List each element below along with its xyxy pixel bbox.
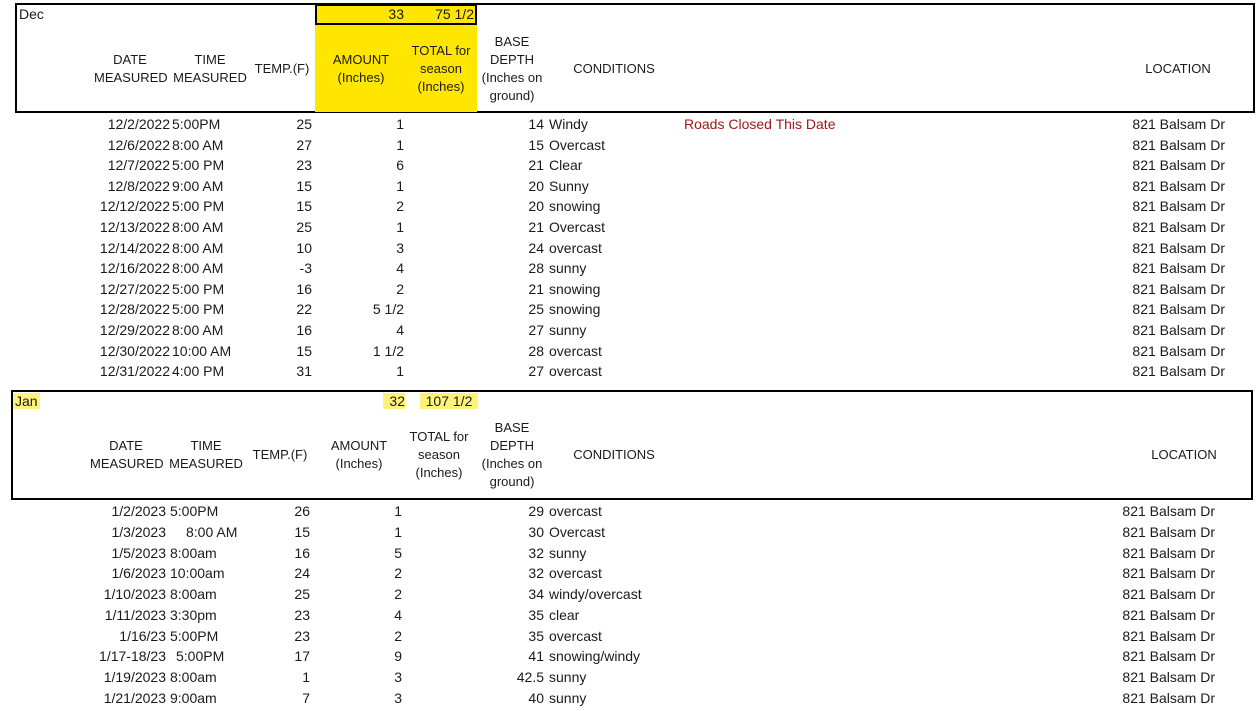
table-row <box>0 361 1259 381</box>
cell-location: 821 Balsam Dr <box>1132 260 1225 277</box>
season-total: 107 1/2 <box>420 393 478 409</box>
cell-time: 10:00 AM <box>172 342 232 359</box>
cell-date: 1/19/2023 <box>103 669 166 685</box>
cell-amount: 2 <box>394 565 402 582</box>
cell-amount: 3 <box>394 669 402 685</box>
cell-base-depth: 32 <box>528 565 544 582</box>
cell-location: 821 Balsam Dr <box>1132 116 1225 132</box>
cell-conditions: overcast <box>549 565 602 582</box>
cell-amount: 1 <box>396 177 404 194</box>
table-row <box>0 135 1259 155</box>
cell-temp: 23 <box>294 627 310 644</box>
table-row <box>0 217 1259 237</box>
cell-temp: 25 <box>296 219 312 235</box>
cell-location: 821 Balsam Dr <box>1132 198 1225 215</box>
cell-amount: 5 <box>394 544 402 561</box>
cell-time: 5:00PM <box>176 648 225 665</box>
cell-location: 821 Balsam Dr <box>1132 177 1225 194</box>
cell-base-depth: 42.5 <box>516 669 544 685</box>
cell-date: 12/14/2022 <box>99 239 170 256</box>
cell-date: 12/29/2022 <box>99 322 170 338</box>
cell-conditions: overcast <box>549 627 602 644</box>
cell-base-depth: 21 <box>528 280 544 297</box>
cell-base-depth: 30 <box>528 523 544 540</box>
cell-conditions: Overcast <box>549 219 606 235</box>
cell-location: 821 Balsam Dr <box>1122 503 1215 519</box>
table-row <box>0 605 1259 625</box>
cell-temp: 16 <box>296 322 312 338</box>
cell-time: 8:00am <box>170 669 217 685</box>
cell-time: 8:00 AM <box>172 219 224 235</box>
cell-date: 1/16/23 <box>119 627 166 644</box>
header-conditions: CONDITIONS <box>573 61 655 76</box>
cell-amount: 9 <box>394 648 402 665</box>
cell-time: 8:00 AM <box>172 239 224 256</box>
month-label: Dec <box>19 6 44 22</box>
cell-base-depth: 34 <box>528 586 544 602</box>
cell-base-depth: 35 <box>528 627 544 644</box>
cell-conditions: overcast <box>549 363 602 380</box>
cell-time: 8:00 AM <box>172 136 224 153</box>
cell-conditions: sunny <box>549 544 587 561</box>
cell-conditions: Overcast <box>549 523 606 540</box>
cell-temp: 15 <box>294 523 310 540</box>
cell-amount: 6 <box>396 157 404 174</box>
cell-amount: 5 1/2 <box>372 301 404 318</box>
cell-amount: 1 <box>396 219 404 235</box>
cell-amount: 2 <box>396 280 404 297</box>
header-base-depth: BASE DEPTH (Inches on ground) <box>481 420 543 489</box>
cell-location: 821 Balsam Dr <box>1132 239 1225 256</box>
table-row <box>0 114 1259 134</box>
table-row <box>0 320 1259 340</box>
cell-time: 3:30pm <box>170 606 217 623</box>
cell-time: 5:00 PM <box>172 280 225 297</box>
table-row <box>0 196 1259 216</box>
cell-date: 12/7/2022 <box>107 157 170 174</box>
cell-note: Roads Closed This Date <box>684 116 836 132</box>
header-location: LOCATION <box>1145 61 1211 76</box>
table-row <box>0 667 1259 687</box>
cell-conditions: Sunny <box>549 177 589 194</box>
header-temp: TEMP.(F) <box>254 61 310 76</box>
header-temp: TEMP.(F) <box>252 447 308 462</box>
cell-location: 821 Balsam Dr <box>1122 606 1215 623</box>
cell-time: 10:00am <box>170 565 225 582</box>
header-location: LOCATION <box>1151 447 1217 462</box>
cell-amount: 2 <box>394 627 402 644</box>
cell-base-depth: 28 <box>528 260 544 277</box>
table-row <box>0 341 1259 361</box>
cell-base-depth: 40 <box>528 689 544 706</box>
cell-temp: 10 <box>296 239 312 256</box>
cell-conditions: snowing <box>549 301 601 318</box>
cell-base-depth: 15 <box>528 136 544 153</box>
cell-location: 821 Balsam Dr <box>1122 669 1215 685</box>
cell-date: 12/2/2022 <box>107 116 170 132</box>
cell-base-depth: 28 <box>528 342 544 359</box>
cell-base-depth: 29 <box>528 503 544 519</box>
cell-time: 9:00 AM <box>172 177 224 194</box>
cell-time: 8:00 AM <box>186 523 238 540</box>
cell-base-depth: 32 <box>528 544 544 561</box>
header-time: TIME MEASURED <box>173 52 247 85</box>
cell-time: 5:00PM <box>172 116 221 132</box>
cell-location: 821 Balsam Dr <box>1132 219 1225 235</box>
header-time: TIME MEASURED <box>169 438 243 471</box>
cell-conditions: overcast <box>549 503 602 519</box>
cell-temp: 31 <box>296 363 312 380</box>
cell-amount: 1 <box>396 136 404 153</box>
header-total: TOTAL for season (Inches) <box>411 43 471 94</box>
cell-temp: 17 <box>294 648 310 665</box>
month-amount-sum: 32 <box>383 393 405 409</box>
cell-conditions: Windy <box>549 116 588 132</box>
cell-amount: 1 <box>394 523 402 540</box>
cell-time: 8:00 AM <box>172 322 224 338</box>
cell-conditions: sunny <box>549 669 587 685</box>
cell-time: 4:00 PM <box>172 363 225 380</box>
cell-date: 1/6/2023 <box>111 565 166 582</box>
cell-temp: 23 <box>294 606 310 623</box>
cell-temp: 15 <box>296 342 312 359</box>
cell-location: 821 Balsam Dr <box>1132 363 1225 380</box>
cell-conditions: sunny <box>549 260 587 277</box>
cell-location: 821 Balsam Dr <box>1122 523 1215 540</box>
cell-conditions: windy/overcast <box>549 586 642 602</box>
cell-temp: 16 <box>296 280 312 297</box>
cell-time: 8:00 AM <box>172 260 224 277</box>
cell-time: 8:00am <box>170 586 217 602</box>
table-row <box>0 646 1259 666</box>
table-row <box>0 258 1259 278</box>
cell-date: 12/27/2022 <box>99 280 170 297</box>
cell-date: 12/12/2022 <box>99 198 170 215</box>
cell-amount: 2 <box>394 586 402 602</box>
table-row <box>0 299 1259 319</box>
cell-temp: 23 <box>296 157 312 174</box>
cell-location: 821 Balsam Dr <box>1132 280 1225 297</box>
cell-base-depth: 41 <box>528 648 544 665</box>
cell-location: 821 Balsam Dr <box>1122 648 1215 665</box>
cell-conditions: Clear <box>549 157 583 174</box>
cell-date: 12/30/2022 <box>99 342 170 359</box>
header-amount: AMOUNT (Inches) <box>332 52 390 85</box>
cell-date: 1/11/2023 <box>104 606 166 623</box>
cell-conditions: clear <box>549 606 580 623</box>
january-section <box>0 388 1259 711</box>
cell-conditions: overcast <box>549 342 602 359</box>
cell-date: 1/3/2023 <box>111 523 166 540</box>
cell-base-depth: 21 <box>528 219 544 235</box>
header-date: DATE MEASURED <box>94 52 168 85</box>
cell-location: 821 Balsam Dr <box>1132 136 1225 153</box>
cell-date: 12/8/2022 <box>107 177 170 194</box>
cell-temp: 22 <box>296 301 312 318</box>
cell-temp: 15 <box>296 177 312 194</box>
cell-conditions: snowing/windy <box>549 648 641 665</box>
cell-base-depth: 24 <box>528 239 544 256</box>
cell-date: 1/2/2023 <box>111 503 166 519</box>
table-row <box>0 688 1259 708</box>
cell-amount: 1 <box>396 363 404 380</box>
cell-amount: 4 <box>396 322 404 338</box>
table-row <box>0 155 1259 175</box>
cell-location: 821 Balsam Dr <box>1122 689 1215 706</box>
cell-date: 12/13/2022 <box>99 219 170 235</box>
cell-conditions: sunny <box>549 689 587 706</box>
cell-base-depth: 25 <box>528 301 544 318</box>
season-total: 75 1/2 <box>435 6 474 22</box>
cell-location: 821 Balsam Dr <box>1132 301 1225 318</box>
cell-time: 5:00 PM <box>172 157 225 174</box>
table-row <box>0 279 1259 299</box>
cell-date: 1/17-18/23 <box>99 648 166 665</box>
cell-date: 1/21/2023 <box>103 689 166 706</box>
cell-base-depth: 14 <box>528 116 544 132</box>
cell-temp: 25 <box>296 116 312 132</box>
table-row <box>0 176 1259 196</box>
cell-time: 5:00 PM <box>172 301 225 318</box>
cell-conditions: overcast <box>549 239 602 256</box>
cell-temp: 25 <box>294 586 310 602</box>
cell-date: 12/31/2022 <box>99 363 170 380</box>
cell-temp: 16 <box>294 544 310 561</box>
cell-temp: 1 <box>302 669 310 685</box>
header-date: DATE MEASURED <box>90 438 164 471</box>
cell-location: 821 Balsam Dr <box>1132 157 1225 174</box>
header-conditions: CONDITIONS <box>573 447 655 462</box>
cell-temp: -3 <box>299 260 312 277</box>
cell-time: 5:00PM <box>170 627 219 644</box>
cell-base-depth: 20 <box>528 198 544 215</box>
cell-location: 821 Balsam Dr <box>1122 544 1215 561</box>
cell-date: 12/6/2022 <box>107 136 170 153</box>
cell-time: 5:00 PM <box>172 198 225 215</box>
cell-location: 821 Balsam Dr <box>1122 565 1215 582</box>
cell-amount: 1 1/2 <box>372 342 404 359</box>
cell-base-depth: 27 <box>528 363 544 380</box>
cell-amount: 3 <box>396 239 404 256</box>
cell-location: 821 Balsam Dr <box>1132 342 1225 359</box>
cell-conditions: sunny <box>549 322 587 338</box>
table-row <box>0 563 1259 583</box>
header-amount: AMOUNT (Inches) <box>330 438 388 471</box>
cell-conditions: snowing <box>549 280 601 297</box>
cell-amount: 4 <box>394 606 402 623</box>
cell-base-depth: 21 <box>528 157 544 174</box>
header-total: TOTAL for season (Inches) <box>409 429 469 480</box>
cell-date: 12/28/2022 <box>99 301 170 318</box>
cell-amount: 2 <box>396 198 404 215</box>
cell-location: 821 Balsam Dr <box>1132 322 1225 338</box>
cell-time: 5:00PM <box>170 503 219 519</box>
cell-amount: 4 <box>396 260 404 277</box>
table-row <box>0 543 1259 563</box>
month-label: Jan <box>15 393 38 409</box>
cell-date: 1/5/2023 <box>111 544 166 561</box>
cell-amount: 1 <box>394 503 402 519</box>
cell-amount: 3 <box>394 689 402 706</box>
table-row <box>0 501 1259 521</box>
cell-time: 9:00am <box>170 689 217 706</box>
header-base-depth: BASE DEPTH (Inches on ground) <box>481 34 543 103</box>
cell-date: 1/10/2023 <box>103 586 166 602</box>
cell-temp: 27 <box>296 136 312 153</box>
cell-temp: 26 <box>294 503 310 519</box>
cell-conditions: Overcast <box>549 136 606 153</box>
cell-temp: 7 <box>302 689 310 706</box>
cell-base-depth: 35 <box>528 606 544 623</box>
cell-location: 821 Balsam Dr <box>1122 627 1215 644</box>
table-row <box>0 626 1259 646</box>
month-amount-sum: 33 <box>388 6 404 22</box>
cell-base-depth: 20 <box>528 177 544 194</box>
cell-amount: 1 <box>396 116 404 132</box>
cell-base-depth: 27 <box>528 322 544 338</box>
cell-location: 821 Balsam Dr <box>1122 586 1215 602</box>
table-row <box>0 522 1259 542</box>
cell-date: 12/16/2022 <box>99 260 170 277</box>
cell-time: 8:00am <box>170 544 217 561</box>
cell-conditions: snowing <box>549 198 601 215</box>
cell-temp: 24 <box>294 565 310 582</box>
table-row <box>0 584 1259 604</box>
table-row <box>0 238 1259 258</box>
cell-temp: 15 <box>296 198 312 215</box>
